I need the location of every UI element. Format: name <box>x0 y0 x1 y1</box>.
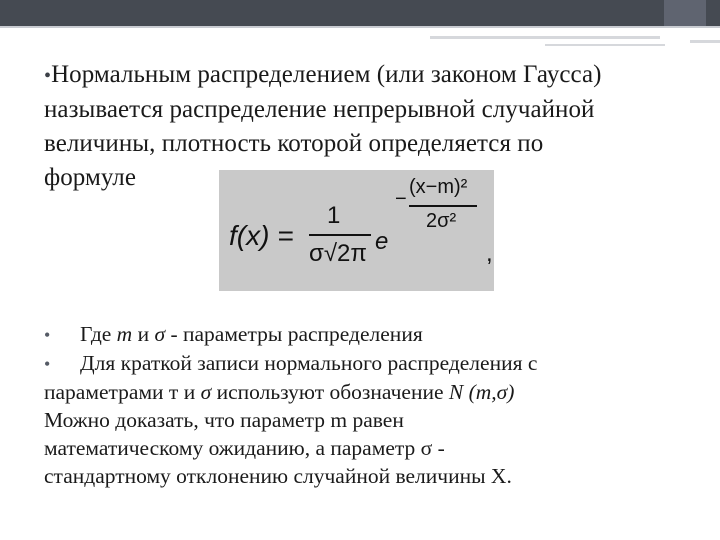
definition-line: величины, плотность которой определяется по <box>44 130 544 157</box>
definition-line <box>44 58 694 93</box>
notes-list <box>44 320 704 490</box>
density-formula-image <box>219 170 494 291</box>
slide-top-bar <box>0 0 720 26</box>
definition-line: формуле <box>44 164 136 191</box>
exponent-denominator: 2σ² <box>426 210 457 232</box>
list-text: используют обозначение <box>211 380 449 404</box>
decorative-line <box>545 44 665 46</box>
param-m: m <box>116 322 133 346</box>
formula-comma: , <box>486 240 493 267</box>
definition-text: Нормальным распределением (или законом Гаусса) <box>51 61 602 88</box>
param-sigma: σ <box>154 322 166 346</box>
formula-numerator: 1 <box>327 202 341 229</box>
notation-n: N (m,σ) <box>448 380 515 404</box>
list-text: и <box>132 322 155 346</box>
bullet-icon: • <box>44 65 52 87</box>
decorative-line <box>430 36 660 39</box>
decorative-line <box>690 40 720 43</box>
exponent-numerator: (x−m)² <box>409 176 468 198</box>
list-item <box>44 349 704 378</box>
definition-line: называется распределение непрерывной случайной <box>44 96 595 123</box>
list-text: параметрами т и <box>44 380 201 404</box>
list-text: Для краткой записи нормального распределения с <box>80 351 538 375</box>
list-text: - параметры распределения <box>165 322 423 346</box>
formula-denominator: σ√2π <box>309 240 367 267</box>
list-continuation: математическому ожиданию, а параметр σ - <box>44 436 445 460</box>
formula-lhs: f(x) = <box>229 220 294 251</box>
bullet-icon: • <box>44 325 51 345</box>
top-bar-accent <box>664 0 706 26</box>
list-continuation <box>44 378 704 406</box>
top-bar-divider <box>0 26 720 28</box>
list-item <box>44 320 704 349</box>
exponent-fraction-bar <box>409 205 477 207</box>
formula-base: e <box>375 228 389 255</box>
fraction-bar <box>309 234 371 236</box>
exponent-minus: − <box>395 188 407 210</box>
list-continuation: Можно доказать, что параметр m равен <box>44 408 404 432</box>
list-continuation: стандартному отклонению случайной величины X. <box>44 464 512 488</box>
list-text: Где <box>80 322 117 346</box>
bullet-icon: • <box>44 354 51 374</box>
param-sigma: σ <box>200 380 212 404</box>
